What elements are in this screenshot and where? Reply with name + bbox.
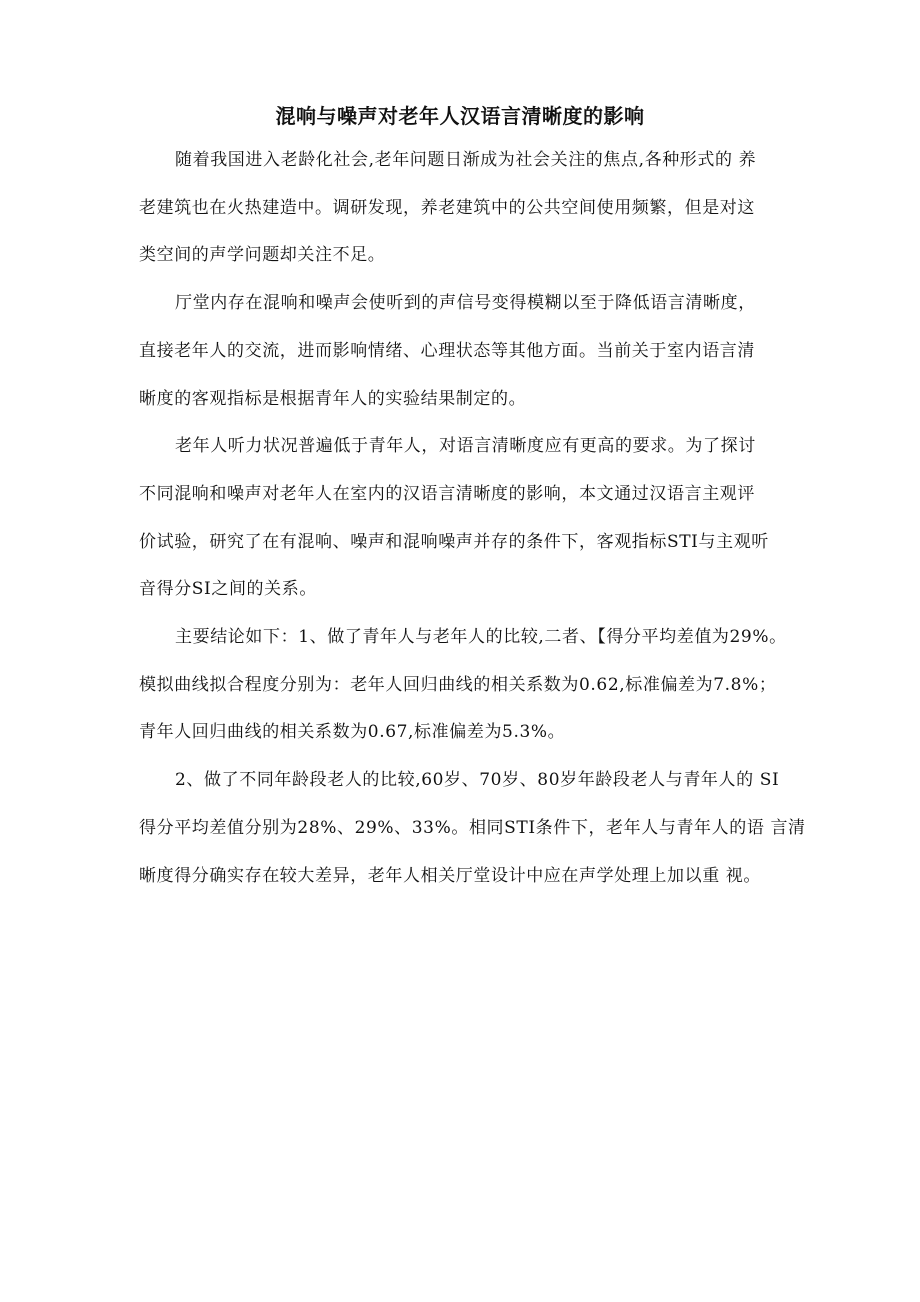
paragraph-2-line: 厅堂内存在混响和噪声会使听到的声信号变得模糊以至于降低语言清晰度，: [175, 293, 756, 314]
paragraph-5-line: 2、做了不同年龄段老人的比较,60岁、70岁、80岁年龄段老人与青年人的 SI: [175, 770, 780, 791]
paragraph-5-line: 得分平均差值分别为28%、29%、33%。相同STI条件下，老年人与青年人的语 言清: [139, 817, 806, 838]
paragraph-5-line: 晰度得分确实存在较大差异，老年人相关厅堂设计中应在声学处理上加以重 视。: [139, 865, 762, 886]
paragraph-3-line: 价试验，研究了在有混响、噪声和混响噪声并存的条件下，客观指标STI与主观听: [139, 531, 769, 552]
paragraph-3-line: 老年人听力状况普遍低于青年人，对语言清晰度应有更高的要求。为了探讨: [175, 436, 756, 457]
paragraph-1-line: 老建筑也在火热建造中。调研发现，养老建筑中的公共空间使用频繁，但是对这: [139, 197, 755, 218]
paragraph-3-line: 音得分SI之间的关系。: [139, 579, 317, 600]
paragraph-2-line: 直接老年人的交流，进而影响情绪、心理状态等其他方面。当前关于室内语言清: [139, 340, 755, 361]
paragraph-4-line: 青年人回归曲线的相关系数为0.67,标准偏差为5.3%。: [139, 722, 566, 743]
paragraph-1-line: 类空间的声学问题却关注不足。: [139, 245, 386, 266]
paragraph-3-line: 不同混响和噪声对老年人在室内的汉语言清晰度的影响，本文通过汉语言主观评: [139, 483, 755, 504]
paragraph-1-line: 随着我国进入老龄化社会,老年问题日渐成为社会关注的焦点,各种形式的 养: [175, 150, 757, 170]
document-title: 混响与噪声对老年人汉语言清晰度的影响: [275, 104, 645, 128]
paragraph-4-line: 模拟曲线拟合程度分别为：老年人回归曲线的相关系数为0.62,标准偏差为7.8%；: [139, 674, 777, 695]
paragraph-4-line: 主要结论如下：1、做了青年人与老年人的比较,二者、【得分平均差值为29%。: [175, 627, 787, 647]
paragraph-2-line: 晰度的客观指标是根据青年人的实验结果制定的。: [139, 388, 527, 409]
